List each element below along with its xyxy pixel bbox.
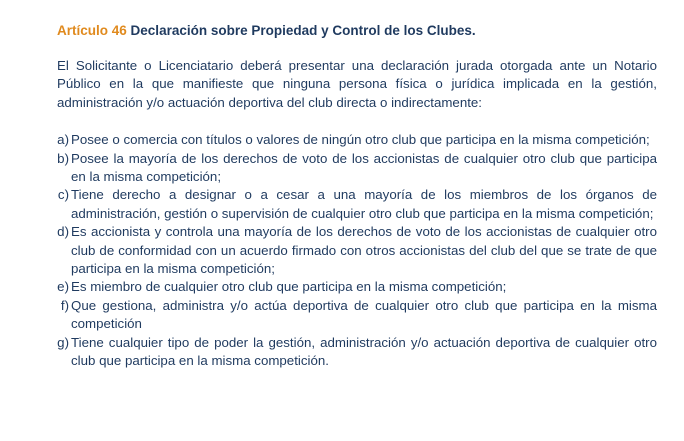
article-title: Declaración sobre Propiedad y Control de los Clubes. — [130, 23, 476, 38]
list-item-marker: d) — [57, 224, 69, 240]
intro-paragraph: El Solicitante o Licenciatario deberá presentar una declaración jurada otorgada ante un Notario Público en la que manifieste que ninguna persona física o jurídica implicada en la gestión, administración y/o actuación deportiva del club directa o indirectamente: — [57, 58, 657, 110]
list-item — [44, 131, 657, 149]
list-item — [44, 334, 657, 371]
list-item-marker: c) — [57, 187, 69, 203]
list-item — [44, 297, 657, 334]
list-item-text: Que gestiona, administra y/o actúa deportiva de cualquier otro club que participa en la misma competición — [71, 297, 657, 332]
list-item-text: Tiene cualquier tipo de poder la gestión, administración y/o actuación deportiva de cualquier otro club que participa en la misma competición. — [71, 334, 657, 369]
list-item — [44, 186, 657, 223]
item-list-container — [44, 131, 657, 370]
list-item-marker: a) — [57, 132, 69, 148]
list-item-marker: e) — [57, 279, 69, 295]
list-item — [44, 223, 657, 278]
list-item-text: Es miembro de cualquier otro club que participa en la misma competición; — [71, 279, 507, 295]
item-list — [44, 131, 657, 370]
list-item-marker: f) — [60, 297, 69, 313]
list-item-marker: b) — [57, 150, 69, 166]
article-heading — [57, 22, 658, 40]
list-item — [44, 150, 657, 187]
list-item-text: Posee la mayoría de los derechos de voto de los accionistas de cualquier otro club que participa en la misma competición; — [71, 150, 657, 185]
article-number: Artículo 46 — [57, 23, 127, 38]
list-item-text: Tiene derecho a designar o a cesar a una mayoría de los miembros de los órganos de administración, gestión o supervisión de cualquier otro club que participa en la misma competición; — [71, 187, 657, 221]
list-item — [44, 278, 657, 296]
list-item-text: Es accionista y controla una mayoría de los derechos de voto de los accionistas de cualquier otro club de conformidad con un acuerdo firmado con otros accionistas del club del que se trate de que participa en la misma competición; — [71, 224, 657, 277]
list-item-text: Posee o comercia con títulos o valores de ningún otro club que participa en la misma competición; — [71, 132, 650, 148]
list-item-marker: g) — [57, 334, 69, 350]
